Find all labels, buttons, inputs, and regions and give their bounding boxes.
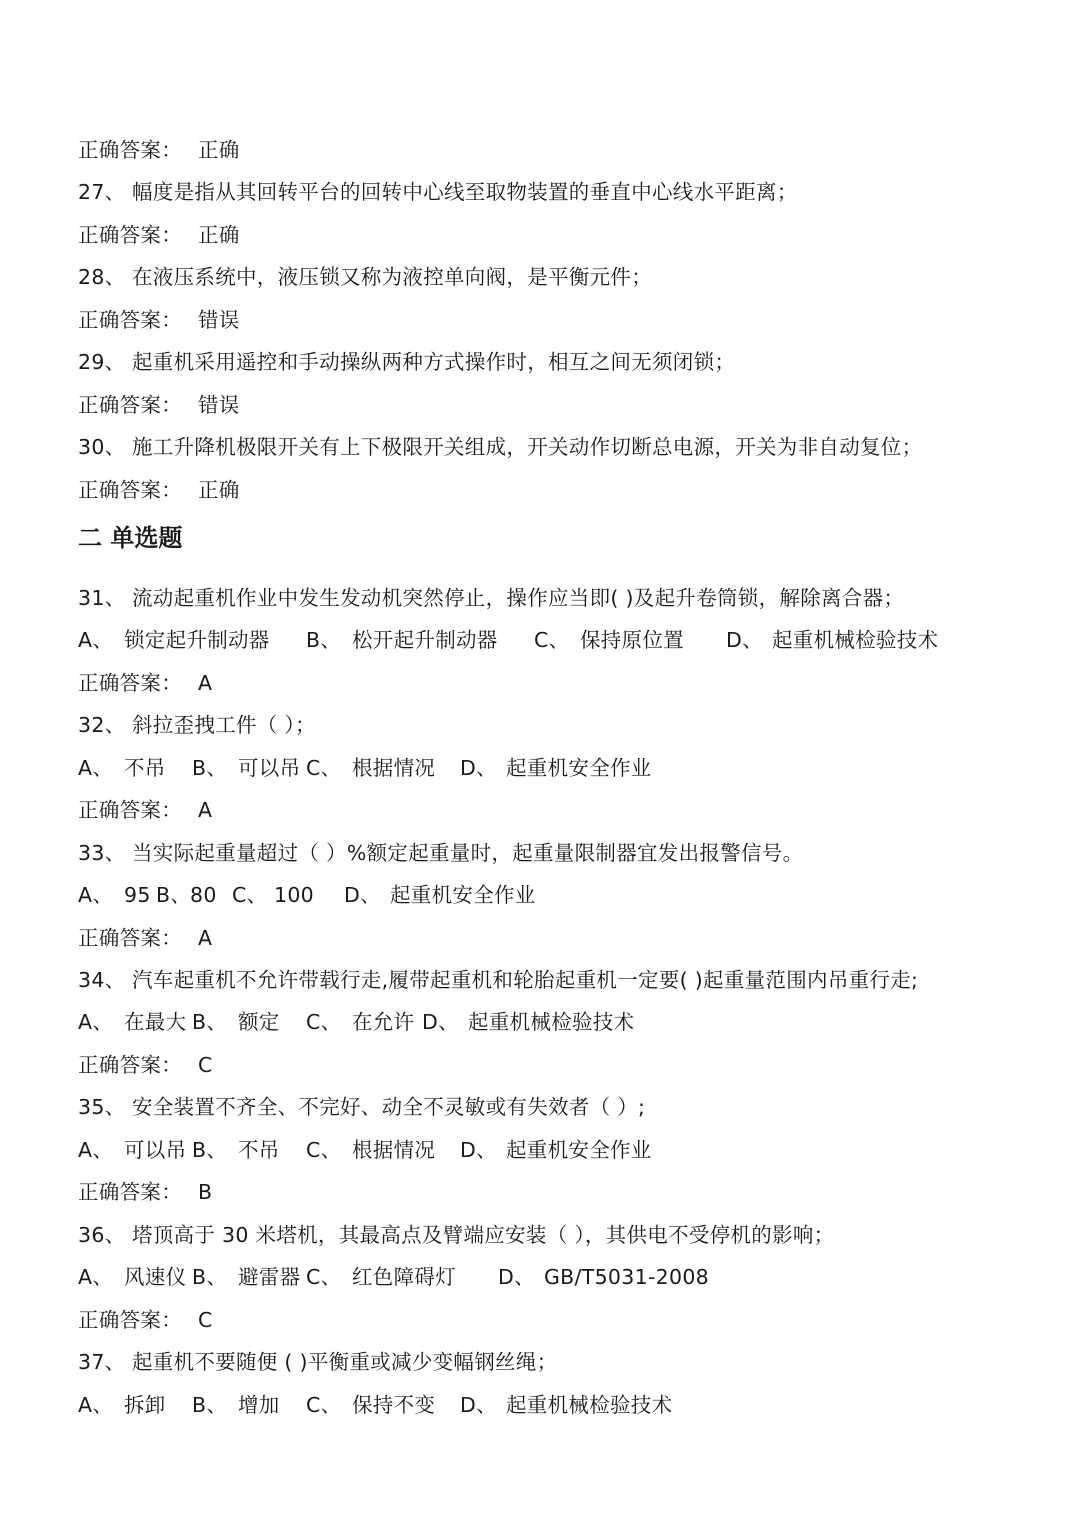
option-b: B、80 (156, 883, 217, 907)
options-line (78, 1391, 672, 1419)
question-text: 斜拉歪拽工件（ ）； (132, 713, 316, 737)
option-c: C、 100 (232, 883, 315, 907)
question-text: 起重机采用遥控和手动操纵两种方式操作时，相互之间无须闭锁； (132, 350, 736, 374)
options-line (78, 1008, 634, 1036)
question-number: 37、 (78, 1350, 126, 1374)
answer-value: 正确 (198, 138, 240, 162)
option-c: C、 红色障碍灯 (306, 1265, 456, 1289)
answer-value: C (198, 1053, 213, 1077)
option-d: D、 起重机安全作业 (344, 883, 536, 907)
question-text: 塔顶高于 30 米塔机，其最高点及臂端应安装（ ），其供电不受停机的影响； (132, 1223, 835, 1247)
answer-label: 正确答案： (78, 926, 182, 950)
option-b: B、 避雷器 (192, 1265, 301, 1289)
answer-label: 正确答案： (78, 1308, 182, 1332)
question-number: 30、 (78, 435, 126, 459)
option-b: B、 松开起升制动器 (306, 628, 498, 652)
answer-label: 正确答案： (78, 1180, 182, 1204)
answer-line (78, 669, 212, 697)
answer-value: C (198, 1308, 213, 1332)
answer-label: 正确答案： (78, 798, 182, 822)
question-line (78, 839, 803, 867)
question-text: 流动起重机作业中发生发动机突然停止，操作应当即( )及起升卷筒锁，解除离合器； (132, 586, 905, 610)
answer-label: 正确答案： (78, 308, 182, 332)
question-text: 幅度是指从其回转平台的回转中心线至取物装置的垂直中心线水平距离； (132, 180, 798, 204)
option-a: A、 风速仪 (78, 1265, 187, 1289)
options-line (78, 881, 536, 909)
option-a: A、 在最大 (78, 1010, 187, 1034)
question-number: 28、 (78, 265, 126, 289)
question-text: 起重机不要随便 ( )平衡重或减少变幅钢丝绳； (132, 1350, 558, 1374)
question-text: 在液压系统中，液压锁又称为液控单向阀，是平衡元件； (132, 265, 652, 289)
options-line (78, 626, 938, 654)
answer-label: 正确答案： (78, 1053, 182, 1077)
question-number: 31、 (78, 586, 126, 610)
question-line (78, 711, 316, 739)
question-text: 当实际起重量超过（ ）%额定起重量时，起重量限制器宜发出报警信号。 (132, 841, 804, 865)
answer-value: 正确 (198, 478, 240, 502)
question-text: 施工升降机极限开关有上下极限开关组成，开关动作切断总电源，开关为非自动复位； (132, 435, 923, 459)
option-b: B、 额定 (192, 1010, 280, 1034)
option-a: A、 95 (78, 883, 151, 907)
answer-line (78, 1051, 213, 1079)
answer-value: A (198, 798, 213, 822)
option-c: C、 保持不变 (306, 1393, 436, 1417)
option-c: C、 根据情况 (306, 756, 436, 780)
question-number: 27、 (78, 180, 126, 204)
answer-value: A (198, 926, 213, 950)
question-number: 29、 (78, 350, 126, 374)
answer-line (78, 221, 240, 249)
option-d: D、 GB/T5031-2008 (498, 1265, 710, 1289)
answer-label: 正确答案： (78, 671, 182, 695)
question-text: 安全装置不齐全、不完好、动全不灵敏或有失效者（ ）; (132, 1095, 646, 1119)
option-d: D、 起重机械检验技术 (460, 1393, 673, 1417)
question-number: 35、 (78, 1095, 126, 1119)
option-c: C、 保持原位置 (534, 628, 684, 652)
section-heading: 二 单选题 (78, 524, 183, 552)
question-number: 34、 (78, 968, 126, 992)
question-line (78, 584, 904, 612)
answer-line (78, 476, 240, 504)
options-line (78, 1263, 709, 1291)
option-a: A、 不吊 (78, 756, 166, 780)
answer-line (78, 1178, 212, 1206)
answer-value: 错误 (198, 308, 240, 332)
options-line (78, 1136, 652, 1164)
question-line (78, 433, 922, 461)
option-b: B、 可以吊 (192, 756, 301, 780)
options-line (78, 754, 652, 782)
option-d: D、 起重机械检验技术 (422, 1010, 635, 1034)
answer-value: A (198, 671, 213, 695)
answer-label: 正确答案： (78, 393, 182, 417)
question-line (78, 263, 652, 291)
answer-line (78, 924, 212, 952)
answer-line (78, 136, 240, 164)
question-line (78, 348, 735, 376)
option-b: B、 增加 (192, 1393, 280, 1417)
question-line (78, 966, 918, 994)
answer-line (78, 391, 240, 419)
question-number: 32、 (78, 713, 126, 737)
answer-value: B (198, 1180, 213, 1204)
question-number: 33、 (78, 841, 126, 865)
question-line (78, 1348, 557, 1376)
option-c: C、 根据情况 (306, 1138, 436, 1162)
option-b: B、 不吊 (192, 1138, 280, 1162)
option-d: D、 起重机安全作业 (460, 756, 652, 780)
answer-label: 正确答案： (78, 223, 182, 247)
answer-label: 正确答案： (78, 478, 182, 502)
option-d: D、 起重机安全作业 (460, 1138, 652, 1162)
option-a: A、 可以吊 (78, 1138, 187, 1162)
question-text: 汽车起重机不允许带载行走,履带起重机和轮胎起重机一定要( )起重量范围内吊重行走; (132, 968, 919, 992)
answer-value: 错误 (198, 393, 240, 417)
option-d: D、 起重机械检验技术 (726, 628, 939, 652)
answer-line (78, 796, 212, 824)
option-a: A、 拆卸 (78, 1393, 166, 1417)
option-c: C、 在允许 (306, 1010, 415, 1034)
answer-label: 正确答案： (78, 138, 182, 162)
option-a: A、 锁定起升制动器 (78, 628, 270, 652)
question-line (78, 178, 798, 206)
answer-value: 正确 (198, 223, 240, 247)
question-line (78, 1221, 834, 1249)
question-line (78, 1093, 645, 1121)
answer-line (78, 1306, 213, 1334)
answer-line (78, 306, 240, 334)
question-number: 36、 (78, 1223, 126, 1247)
